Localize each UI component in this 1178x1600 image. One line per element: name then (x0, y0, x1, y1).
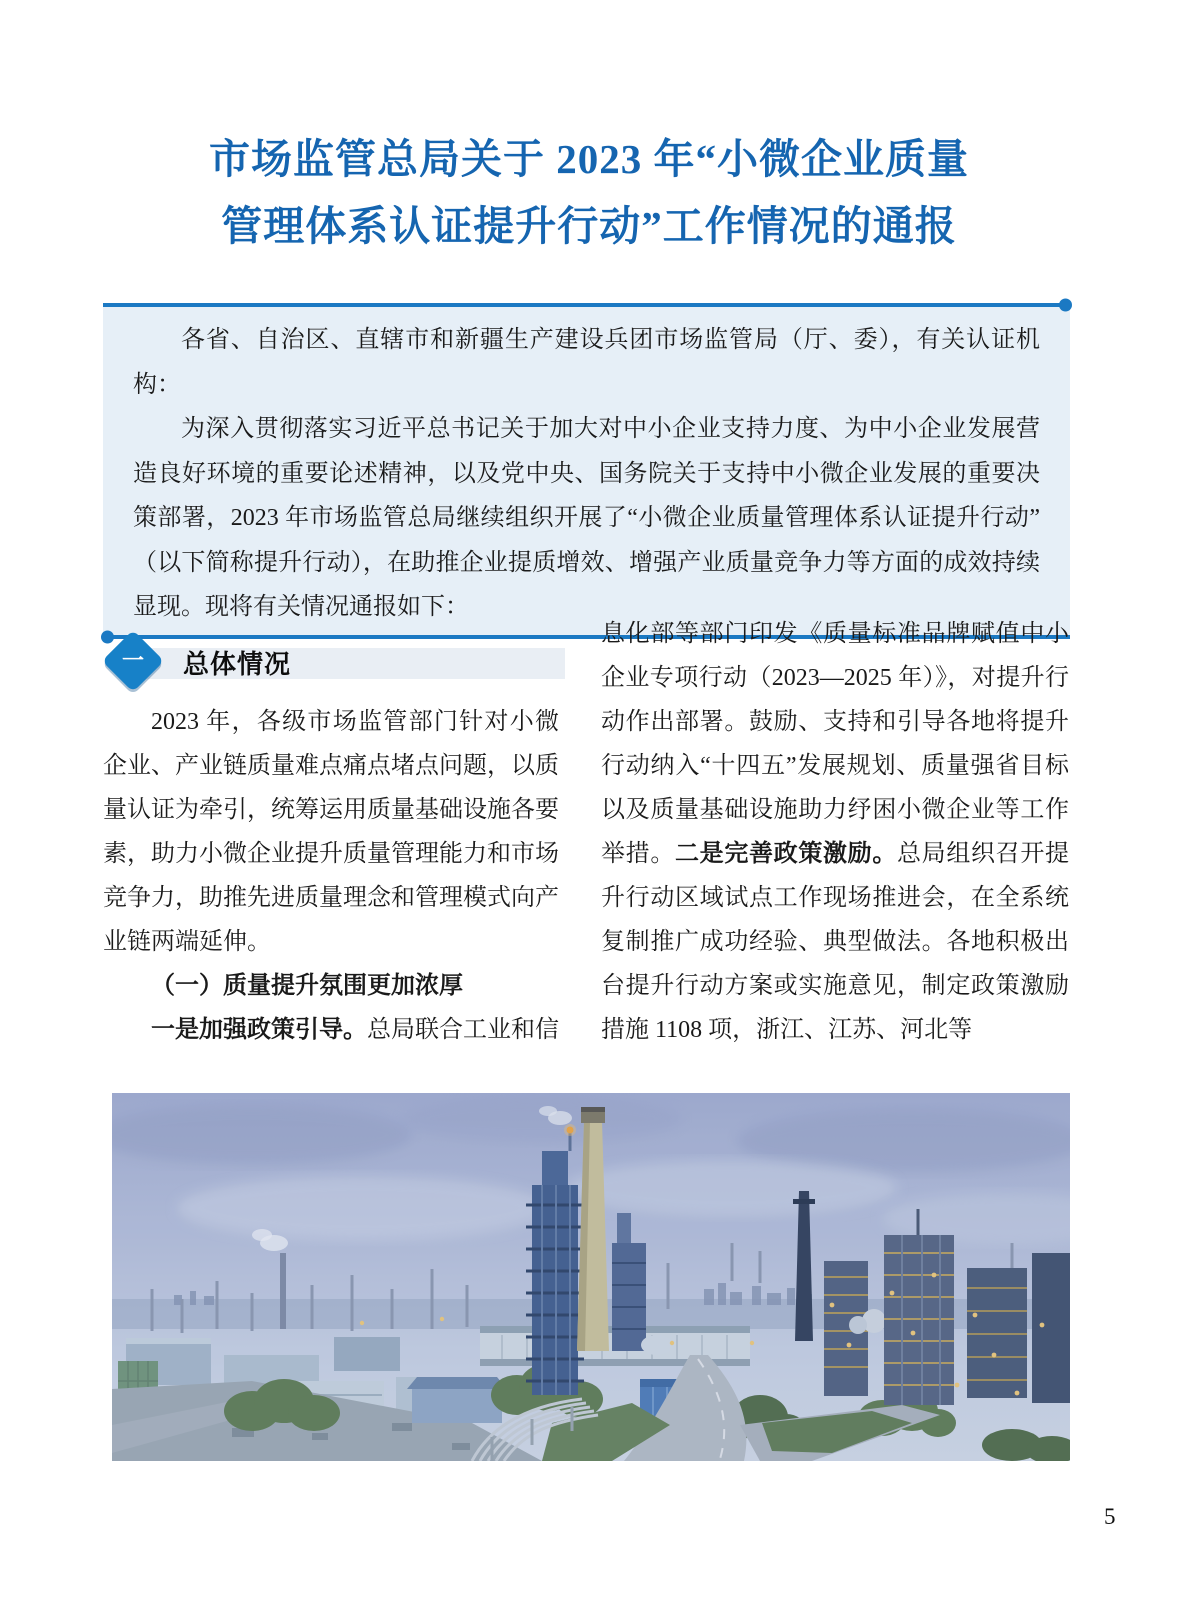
body-column-left (103, 700, 559, 1052)
section-title: 总体情况 (183, 649, 292, 679)
document-title-line2: 管理体系认证提升行动”工作情况的通报 (221, 203, 957, 249)
intro-block (103, 303, 1070, 639)
intro-body (103, 307, 1070, 635)
section-header (103, 630, 573, 694)
paragraph-text: 总局组织召开提升行动区域试点工作现场推进会，在全系统复制推广成功经验、典型做法。各地积极出台提升行动方案或实施意见，制定政策激励措施 1108 项，浙江、江苏、河北等 (601, 841, 1069, 1043)
paragraph-text: 总局联合工业和信 (367, 1017, 559, 1043)
paragraph-text: 息化部等部门印发《质量标准品牌赋值中小企业专项行动（2023—2025 年）》，对提升行动作出部署。鼓励、支持和引导各地将提升行动纳入“十四五”发展规划、质量强省目标以及质量基础设施助力纾困小微企业等工作举措。 (601, 621, 1069, 867)
intro-paragraph: 为深入贯彻落实习近平总书记关于加大对中小企业支持力度、为中小企业发展营造良好环境的重要论述精神，以及党中央、国务院关于支持中小微企业发展的重要决策部署，2023 年市场监管总局继续组织开展了“小微企业质量管理体系认证提升行动”（以下简称提升行动），在助推企业提质增效、增强产业质量竞争力等方面的成效持续显现。现将有关情况通报如下： (133, 416, 1040, 620)
document-title-line1: 市场监管总局关于 2023 年“小微企业质量 (209, 136, 969, 182)
intro-top-rule (103, 303, 1070, 307)
page-number: 5 (1104, 1504, 1116, 1529)
rule-end-dot-icon (1059, 299, 1072, 312)
paragraph-lead: 二是完善政策激励。 (675, 840, 897, 867)
paragraph (601, 612, 1069, 1052)
paragraph-lead: 一是加强政策引导。 (151, 1016, 367, 1043)
paragraph (103, 1008, 559, 1052)
refinery-photo (112, 1093, 1070, 1461)
document-title (0, 126, 1178, 260)
section-diamond-icon (102, 630, 164, 692)
paragraph: 2023 年，各级市场监管部门针对小微企业、产业链质量难点痛点堵点问题，以质量认证为牵引，统筹运用质量基础设施各要素，助力小微企业提升质量管理能力和市场竞争力，助推先进质量理念和管理模式向产业链两端延伸。 (103, 709, 559, 955)
subsection-heading: （一）质量提升氛围更加浓厚 (151, 972, 463, 999)
intro-salutation: 各省、自治区、直辖市和新疆生产建设兵团市场监管局（厅、委），有关认证机构： (133, 327, 1040, 398)
refinery-photo-illustration (112, 1093, 1070, 1461)
body-column-right (601, 612, 1069, 1052)
section-marker: 一 (121, 647, 145, 673)
